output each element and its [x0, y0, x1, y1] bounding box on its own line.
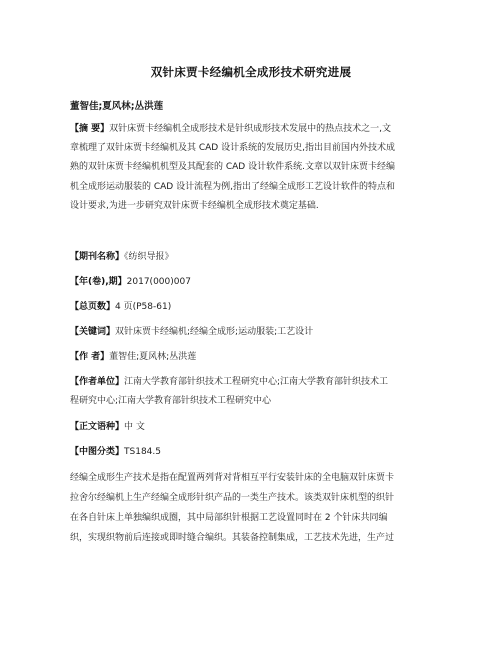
keywords-label: 【关键词】	[70, 327, 116, 337]
abstract-line-2: 章梳理了双针床贾卡经编机及其 CAD 设计系统的发展历史,指出目前国内外技术成	[70, 143, 395, 154]
keywords-field	[70, 323, 436, 342]
unit-label: 【作者单位】	[70, 377, 125, 387]
year-value: 2017(000)007	[126, 277, 191, 287]
abstract-section	[70, 120, 436, 216]
keywords-value: 双针床贾卡经编机;经编全成形;运动服装;工艺设计	[115, 327, 314, 337]
clc-field	[70, 443, 436, 462]
clc-label: 【中图分类】	[70, 447, 125, 457]
journal-value: 《纺织导报》	[124, 252, 174, 262]
pages-label: 【总页数】	[70, 302, 116, 312]
language-label: 【正文语种】	[70, 422, 125, 432]
year-field	[70, 273, 436, 292]
body-line-3: 在各自针床上单独编织成圈，其中局部织针根据工艺设置同时在 2 个针床共同编	[70, 513, 388, 523]
year-label: 【年(卷),期】	[70, 277, 127, 287]
language-value: 中 文	[124, 422, 145, 432]
pages-field	[70, 298, 436, 317]
language-field	[70, 418, 436, 437]
body-text	[70, 468, 436, 548]
abstract-line-1	[70, 120, 436, 139]
unit-line-2: 程研究中心;江南大学教育部针织技术工程研究中心	[70, 396, 272, 407]
paper-title: 双针床贾卡经编机全成形技术研究进展	[150, 65, 352, 79]
unit-field	[70, 373, 436, 411]
paper-authors: 董智佳;夏风林;丛洪莲	[70, 101, 164, 112]
clc-value: TS184.5	[124, 447, 161, 457]
abstract-line-3: 熟的双针床贾卡经编机机型及其配套的 CAD 设计软件系统.文章以双针床贾卡经编	[70, 162, 395, 173]
body-line-1: 经编全成形生产技术是指在配置两列背对背相互平行安装针床的全电脑双针床贾卡	[70, 473, 395, 483]
abstract-line-4: 机全成形运动服装的 CAD 设计流程为例,指出了经编全成形工艺设计软件的特点和	[70, 181, 395, 192]
body-line-2: 拉舍尔经编机上生产经编全成形针织产品的一类生产技术。该类双针床机型的织针	[70, 493, 395, 503]
pages-value: 4 页(P58-61)	[115, 302, 172, 312]
unit-line-1	[70, 373, 436, 392]
unit-value-1: 江南大学教育部针织技术工程研究中心;江南大学教育部针织技术工	[124, 377, 389, 387]
abstract-label: 【摘 要】	[70, 124, 110, 134]
abstract-text: 双针床贾卡经编机全成形技术是针织成形技术发展中的热点技术之一,文	[109, 124, 392, 134]
author-value: 董智佳;夏风林;丛洪莲	[109, 352, 197, 362]
author-label: 【作 者】	[70, 352, 110, 362]
body-line-4: 织，实现织物前后连接或即时缝合编织。其装备控制集成，工艺技术先进，生产过	[70, 533, 395, 543]
author-field	[70, 348, 436, 367]
journal-field	[70, 248, 436, 267]
abstract-line-5: 设计要求,为进一步研究双针床贾卡经编机全成形技术奠定基础.	[70, 200, 319, 211]
journal-label: 【期刊名称】	[70, 252, 125, 262]
